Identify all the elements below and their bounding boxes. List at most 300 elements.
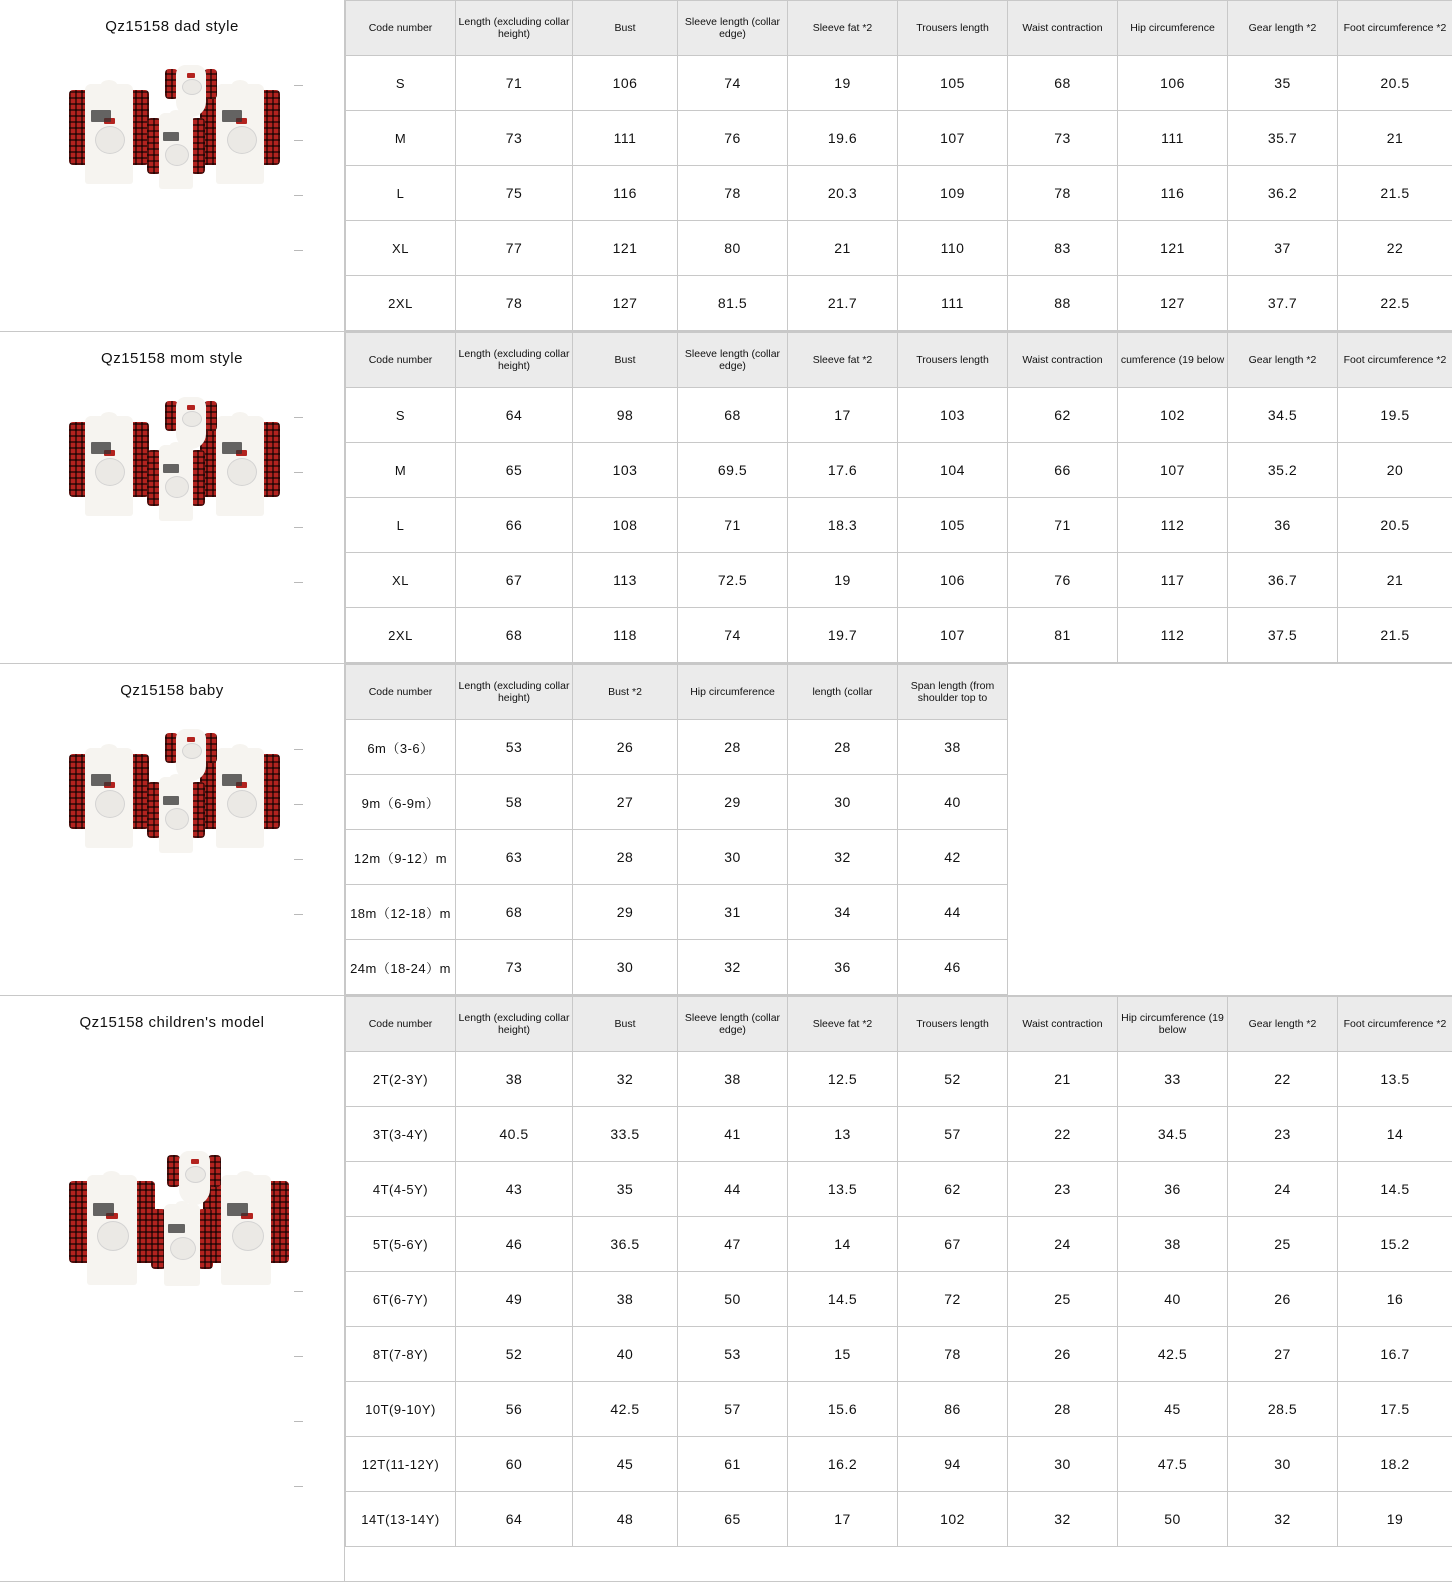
col-header: Code number [346, 1, 456, 56]
table-row [346, 56, 1452, 111]
cell: 78 [456, 276, 573, 331]
cell: 26 [573, 720, 678, 775]
cell-empty [1228, 830, 1338, 885]
table-row [346, 221, 1452, 276]
cell-code: 5T(5-6Y) [346, 1217, 456, 1272]
cell: 15.6 [788, 1382, 898, 1437]
cell: 17 [788, 388, 898, 443]
cell-code: L [346, 166, 456, 221]
cell: 30 [573, 940, 678, 995]
table-header-row [346, 333, 1452, 388]
size-table-baby [345, 664, 1452, 995]
cell: 94 [898, 1437, 1008, 1492]
cell: 33 [1118, 1052, 1228, 1107]
section-mom-title: Qz15158 mom style [0, 332, 344, 367]
section-mom-illustration [0, 367, 345, 647]
cell: 62 [898, 1162, 1008, 1217]
cell-code: 3T(3-4Y) [346, 1107, 456, 1162]
cell: 64 [456, 388, 573, 443]
cell: 77 [456, 221, 573, 276]
cell: 21.7 [788, 276, 898, 331]
cell: 66 [1008, 443, 1118, 498]
col-header: Code number [346, 997, 456, 1052]
cell-code: S [346, 56, 456, 111]
cell-empty [1338, 830, 1452, 885]
table-row [346, 775, 1452, 830]
section-children-left [0, 996, 345, 1581]
cell: 73 [456, 940, 573, 995]
cell: 34.5 [1118, 1107, 1228, 1162]
cell: 68 [1008, 56, 1118, 111]
col-header: Sleeve length (collar edge) [678, 1, 788, 56]
col-header: Code number [346, 665, 456, 720]
cell: 22 [1228, 1052, 1338, 1107]
cell: 30 [788, 775, 898, 830]
cell: 42.5 [1118, 1327, 1228, 1382]
cell: 68 [456, 885, 573, 940]
cell: 19.5 [1338, 388, 1452, 443]
cell: 13.5 [788, 1162, 898, 1217]
cell-empty [1338, 885, 1452, 940]
cell: 41 [678, 1107, 788, 1162]
col-header: Trousers length [898, 997, 1008, 1052]
cell: 46 [898, 940, 1008, 995]
cell: 80 [678, 221, 788, 276]
cell: 34.5 [1228, 388, 1338, 443]
cell: 65 [456, 443, 573, 498]
table-row [346, 388, 1452, 443]
cell: 14.5 [1338, 1162, 1452, 1217]
section-baby-left [0, 664, 345, 995]
table-row [346, 608, 1452, 663]
section-mom-left [0, 332, 345, 663]
cell: 69.5 [678, 443, 788, 498]
cell-empty [1008, 775, 1118, 830]
cell: 24 [1008, 1217, 1118, 1272]
cell: 106 [898, 553, 1008, 608]
cell: 72 [898, 1272, 1008, 1327]
col-header: Hip circumference (19 below [1118, 997, 1228, 1052]
cell: 107 [898, 111, 1008, 166]
table-row [346, 830, 1452, 885]
col-header: Hip circumference [1118, 1, 1228, 56]
cell: 106 [573, 56, 678, 111]
cell-code: 18m（12-18）m [346, 885, 456, 940]
cell: 38 [456, 1052, 573, 1107]
cell: 42 [898, 830, 1008, 885]
cell: 68 [456, 608, 573, 663]
section-mom [0, 332, 1452, 664]
cell-code: 8T(7-8Y) [346, 1327, 456, 1382]
cell: 127 [573, 276, 678, 331]
cell: 110 [898, 221, 1008, 276]
cell-code: 2T(2-3Y) [346, 1052, 456, 1107]
cell-empty [1118, 830, 1228, 885]
section-dad [0, 0, 1452, 332]
cell: 24 [1228, 1162, 1338, 1217]
cell-empty [1118, 720, 1228, 775]
col-header: Length (excluding collar height) [456, 1, 573, 56]
col-header: Trousers length [898, 1, 1008, 56]
size-table-children [345, 996, 1452, 1547]
cell: 15 [788, 1327, 898, 1382]
cell: 18.3 [788, 498, 898, 553]
cell: 73 [1008, 111, 1118, 166]
section-baby-illustration [0, 699, 345, 974]
cell: 37 [1228, 221, 1338, 276]
cell: 25 [1228, 1217, 1338, 1272]
cell: 73 [456, 111, 573, 166]
cell-empty [1118, 775, 1228, 830]
cell: 45 [1118, 1382, 1228, 1437]
cell: 121 [1118, 221, 1228, 276]
cell: 71 [1008, 498, 1118, 553]
cell: 16.2 [788, 1437, 898, 1492]
cell: 88 [1008, 276, 1118, 331]
cell: 65 [678, 1492, 788, 1547]
table-row [346, 1217, 1452, 1272]
cell: 127 [1118, 276, 1228, 331]
cell: 21 [788, 221, 898, 276]
cell: 13.5 [1338, 1052, 1452, 1107]
cell: 22 [1338, 221, 1452, 276]
table-row [346, 1437, 1452, 1492]
table-row [346, 1107, 1452, 1162]
size-table-mom [345, 332, 1452, 663]
cell: 109 [898, 166, 1008, 221]
col-header: Gear length *2 [1228, 997, 1338, 1052]
cell: 108 [573, 498, 678, 553]
col-header: Bust [573, 333, 678, 388]
col-header: Bust [573, 1, 678, 56]
cell: 102 [1118, 388, 1228, 443]
col-header: Hip circumference [678, 665, 788, 720]
table-row [346, 720, 1452, 775]
cell: 21 [1008, 1052, 1118, 1107]
cell-empty [1008, 940, 1118, 995]
cell: 29 [678, 775, 788, 830]
cell: 36 [788, 940, 898, 995]
cell: 28.5 [1228, 1382, 1338, 1437]
cell: 28 [573, 830, 678, 885]
table-row [346, 1162, 1452, 1217]
table-row [346, 940, 1452, 995]
cell: 52 [898, 1052, 1008, 1107]
cell: 107 [898, 608, 1008, 663]
cell: 17.6 [788, 443, 898, 498]
cell: 30 [678, 830, 788, 885]
col-header: Sleeve length (collar edge) [678, 333, 788, 388]
cell: 76 [678, 111, 788, 166]
cell: 17 [788, 1492, 898, 1547]
cell: 48 [573, 1492, 678, 1547]
col-header: Waist contraction [1008, 1, 1118, 56]
cell: 111 [1118, 111, 1228, 166]
cell: 16 [1338, 1272, 1452, 1327]
section-dad-illustration [0, 35, 345, 315]
cell: 21.5 [1338, 608, 1452, 663]
section-dad-title: Qz15158 dad style [0, 0, 344, 35]
cell: 28 [678, 720, 788, 775]
cell: 111 [573, 111, 678, 166]
cell: 106 [1118, 56, 1228, 111]
col-header: Waist contraction [1008, 333, 1118, 388]
cell: 107 [1118, 443, 1228, 498]
cell: 112 [1118, 498, 1228, 553]
col-header: Waist contraction [1008, 997, 1118, 1052]
cell: 102 [898, 1492, 1008, 1547]
table-row [346, 276, 1452, 331]
cell: 118 [573, 608, 678, 663]
cell: 27 [573, 775, 678, 830]
col-header-empty [1008, 665, 1118, 720]
cell: 26 [1008, 1327, 1118, 1382]
cell: 25 [1008, 1272, 1118, 1327]
col-header: Foot circumference *2 [1338, 333, 1452, 388]
cell: 14 [1338, 1107, 1452, 1162]
cell-code: 2XL [346, 608, 456, 663]
cell: 46 [456, 1217, 573, 1272]
cell: 28 [1008, 1382, 1118, 1437]
col-header: Span length (from shoulder top to [898, 665, 1008, 720]
cell: 20.5 [1338, 56, 1452, 111]
cell: 20.3 [788, 166, 898, 221]
cell: 62 [1008, 388, 1118, 443]
size-table-dad [345, 0, 1452, 331]
cell: 35.2 [1228, 443, 1338, 498]
cell-code: S [346, 388, 456, 443]
cell: 21.5 [1338, 166, 1452, 221]
col-header-empty [1118, 665, 1228, 720]
cell: 34 [788, 885, 898, 940]
cell-empty [1228, 940, 1338, 995]
cell-code: L [346, 498, 456, 553]
cell: 49 [456, 1272, 573, 1327]
cell: 44 [898, 885, 1008, 940]
cell: 58 [456, 775, 573, 830]
cell: 36.7 [1228, 553, 1338, 608]
col-header-empty [1338, 665, 1452, 720]
col-header: Sleeve length (collar edge) [678, 997, 788, 1052]
cell: 22 [1008, 1107, 1118, 1162]
cell: 12.5 [788, 1052, 898, 1107]
table-row [346, 553, 1452, 608]
section-children-title: Qz15158 children's model [0, 996, 344, 1031]
section-mom-table-wrap [345, 332, 1452, 663]
cell: 98 [573, 388, 678, 443]
cell-empty [1338, 720, 1452, 775]
cell: 78 [1008, 166, 1118, 221]
cell: 121 [573, 221, 678, 276]
col-header: length (collar [788, 665, 898, 720]
cell: 44 [678, 1162, 788, 1217]
cell: 76 [1008, 553, 1118, 608]
cell: 64 [456, 1492, 573, 1547]
cell: 74 [678, 608, 788, 663]
col-header: Bust *2 [573, 665, 678, 720]
cell: 74 [678, 56, 788, 111]
table-row [346, 111, 1452, 166]
cell: 27 [1228, 1327, 1338, 1382]
cell: 47.5 [1118, 1437, 1228, 1492]
cell: 116 [573, 166, 678, 221]
cell-code: M [346, 111, 456, 166]
col-header: Gear length *2 [1228, 333, 1338, 388]
col-header: cumference (19 below [1118, 333, 1228, 388]
cell-code: 10T(9-10Y) [346, 1382, 456, 1437]
cell: 22.5 [1338, 276, 1452, 331]
cell: 78 [678, 166, 788, 221]
cell: 57 [678, 1382, 788, 1437]
section-baby [0, 664, 1452, 996]
cell-empty [1338, 940, 1452, 995]
cell: 83 [1008, 221, 1118, 276]
section-children [0, 996, 1452, 1582]
cell: 53 [456, 720, 573, 775]
cell: 57 [898, 1107, 1008, 1162]
cell-empty [1008, 885, 1118, 940]
cell: 81 [1008, 608, 1118, 663]
col-header-empty [1228, 665, 1338, 720]
cell-code: 6m（3-6） [346, 720, 456, 775]
cell: 32 [573, 1052, 678, 1107]
cell: 111 [898, 276, 1008, 331]
cell: 103 [898, 388, 1008, 443]
table-row [346, 443, 1452, 498]
section-baby-title: Qz15158 baby [0, 664, 344, 699]
cell: 38 [1118, 1217, 1228, 1272]
cell: 117 [1118, 553, 1228, 608]
cell: 19 [1338, 1492, 1452, 1547]
col-header: Trousers length [898, 333, 1008, 388]
cell: 71 [678, 498, 788, 553]
cell: 35 [573, 1162, 678, 1217]
cell-code: XL [346, 221, 456, 276]
col-header: Bust [573, 997, 678, 1052]
cell-code: XL [346, 553, 456, 608]
cell: 61 [678, 1437, 788, 1492]
cell: 42.5 [573, 1382, 678, 1437]
cell-code: 12T(11-12Y) [346, 1437, 456, 1492]
cell: 113 [573, 553, 678, 608]
cell: 35.7 [1228, 111, 1338, 166]
cell: 38 [678, 1052, 788, 1107]
cell: 78 [898, 1327, 1008, 1382]
table-row [346, 498, 1452, 553]
cell: 32 [1228, 1492, 1338, 1547]
cell: 40.5 [456, 1107, 573, 1162]
cell: 21 [1338, 111, 1452, 166]
cell: 86 [898, 1382, 1008, 1437]
cell: 105 [898, 498, 1008, 553]
cell-code: 14T(13-14Y) [346, 1492, 456, 1547]
col-header: Sleeve fat *2 [788, 333, 898, 388]
cell-empty [1008, 830, 1118, 885]
cell: 15.2 [1338, 1217, 1452, 1272]
col-header: Sleeve fat *2 [788, 1, 898, 56]
cell: 105 [898, 56, 1008, 111]
cell: 19 [788, 553, 898, 608]
cell: 45 [573, 1437, 678, 1492]
cell: 66 [456, 498, 573, 553]
cell: 20.5 [1338, 498, 1452, 553]
cell: 60 [456, 1437, 573, 1492]
cell: 18.2 [1338, 1437, 1452, 1492]
cell: 29 [573, 885, 678, 940]
cell: 16.7 [1338, 1327, 1452, 1382]
cell: 14 [788, 1217, 898, 1272]
cell: 38 [573, 1272, 678, 1327]
cell: 21 [1338, 553, 1452, 608]
cell-empty [1228, 885, 1338, 940]
cell-code: 2XL [346, 276, 456, 331]
cell: 36.2 [1228, 166, 1338, 221]
cell: 20 [1338, 443, 1452, 498]
cell-code: 9m（6-9m） [346, 775, 456, 830]
table-row [346, 1272, 1452, 1327]
cell: 32 [1008, 1492, 1118, 1547]
cell: 81.5 [678, 276, 788, 331]
table-header-row [346, 997, 1452, 1052]
cell: 33.5 [573, 1107, 678, 1162]
cell: 26 [1228, 1272, 1338, 1327]
cell: 36.5 [573, 1217, 678, 1272]
cell-code: 6T(6-7Y) [346, 1272, 456, 1327]
col-header: Gear length *2 [1228, 1, 1338, 56]
cell: 116 [1118, 166, 1228, 221]
cell: 75 [456, 166, 573, 221]
cell: 37.5 [1228, 608, 1338, 663]
cell: 28 [788, 720, 898, 775]
cell: 68 [678, 388, 788, 443]
col-header: Length (excluding collar height) [456, 665, 573, 720]
cell-empty [1118, 885, 1228, 940]
cell: 13 [788, 1107, 898, 1162]
cell: 23 [1228, 1107, 1338, 1162]
cell: 47 [678, 1217, 788, 1272]
table-row [346, 1327, 1452, 1382]
cell: 17.5 [1338, 1382, 1452, 1437]
cell: 52 [456, 1327, 573, 1382]
cell: 31 [678, 885, 788, 940]
cell: 14.5 [788, 1272, 898, 1327]
section-children-illustration [0, 1141, 345, 1581]
table-row [346, 1382, 1452, 1437]
cell-code: 12m（9-12）m [346, 830, 456, 885]
cell: 112 [1118, 608, 1228, 663]
cell: 19.6 [788, 111, 898, 166]
cell: 40 [573, 1327, 678, 1382]
cell: 36 [1118, 1162, 1228, 1217]
cell: 43 [456, 1162, 573, 1217]
cell-code: 24m（18-24）m [346, 940, 456, 995]
cell: 30 [1228, 1437, 1338, 1492]
col-header: Length (excluding collar height) [456, 997, 573, 1052]
cell-empty [1338, 775, 1452, 830]
table-header-row [346, 1, 1452, 56]
cell: 67 [456, 553, 573, 608]
cell: 32 [788, 830, 898, 885]
cell: 40 [1118, 1272, 1228, 1327]
table-row [346, 885, 1452, 940]
cell: 50 [678, 1272, 788, 1327]
cell: 40 [898, 775, 1008, 830]
cell: 23 [1008, 1162, 1118, 1217]
cell: 38 [898, 720, 1008, 775]
table-row [346, 166, 1452, 221]
table-row [346, 1052, 1452, 1107]
cell: 19.7 [788, 608, 898, 663]
